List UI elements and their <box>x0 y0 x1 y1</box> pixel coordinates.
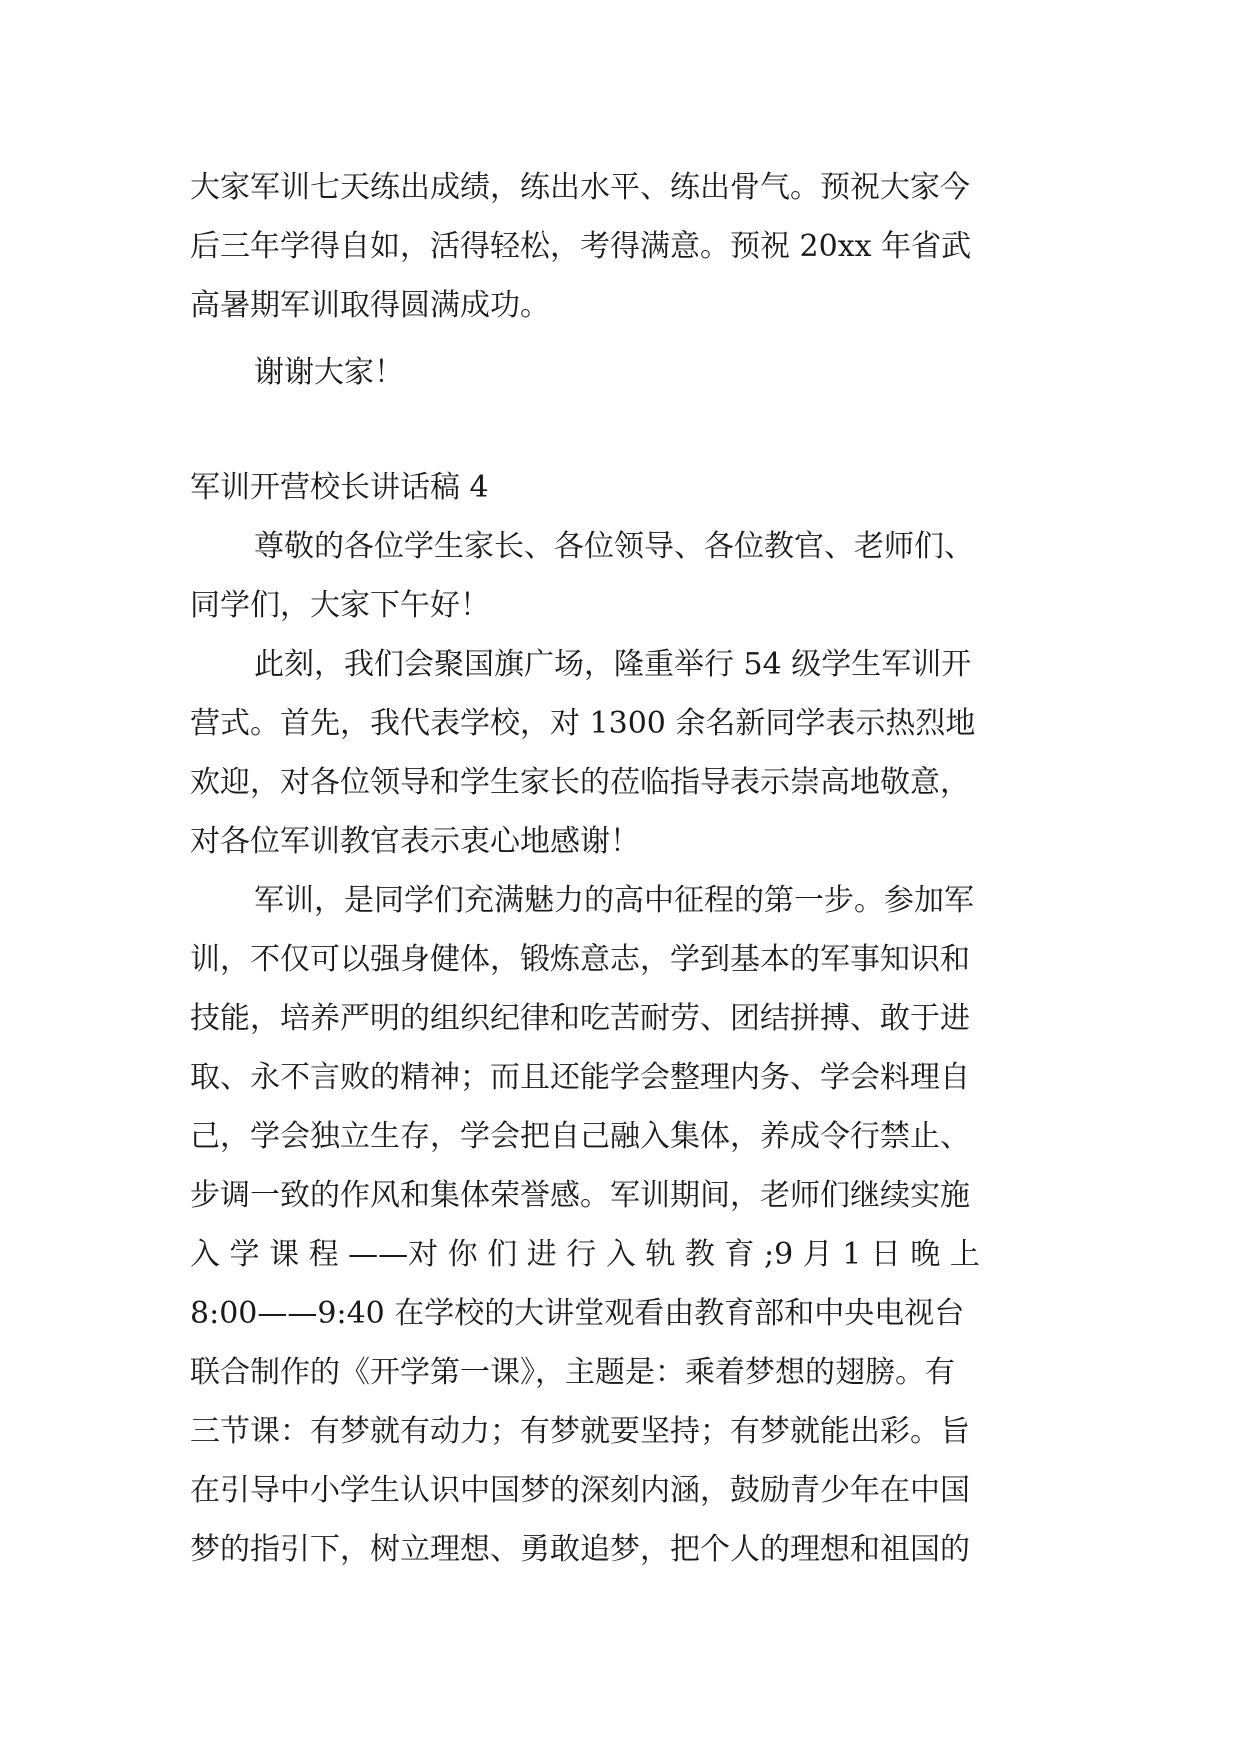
paragraph-line: 在引导中小学生认识中国梦的深刻内涵，鼓励青少年在中国 <box>190 1473 970 1508</box>
paragraph-line: 联合制作的《开学第一课》，主题是：乘着梦想的翅膀。有 <box>190 1355 955 1390</box>
paragraph-line: 步调一致的作风和集体荣誉感。军训期间，老师们继续实施 <box>190 1178 970 1213</box>
paragraph-line: 三节课：有梦就有动力；有梦就要坚持；有梦就能出彩。旨 <box>190 1414 970 1449</box>
paragraph-line: 训，不仅可以强身健体，锻炼意志，学到基本的军事知识和 <box>190 942 970 977</box>
document-body <box>190 158 1055 1579</box>
closing-line: 谢谢大家！ <box>254 355 404 390</box>
paragraph-line: 营式。首先，我代表学校，对 1300 余名新同学表示热烈地 <box>190 706 976 741</box>
paragraph-line: 己，学会独立生存，学会把自己融入集体，养成令行禁止、 <box>190 1119 970 1154</box>
paragraph-line: 入 学 课 程 ——对 你 们 进 行 入 轨 教 育 ;9 月 1 日 晚 上 <box>190 1237 980 1272</box>
paragraph-line: 此刻，我们会聚国旗广场，隆重举行 54 级学生军训开 <box>254 647 972 682</box>
paragraph-line: 对各位军训教官表示衷心地感谢！ <box>190 824 640 859</box>
text-line: 后三年学得自如，活得轻松，考得满意。预祝 20xx 年省武 <box>190 229 972 264</box>
text-line: 高暑期军训取得圆满成功。 <box>190 288 550 323</box>
text-line: 大家军训七天练出成绩，练出水平、练出骨气。预祝大家今 <box>190 170 970 205</box>
paragraph-line: 军训，是同学们充满魅力的高中征程的第一步。参加军 <box>254 883 974 918</box>
paragraph-line: 梦的指引下，树立理想、勇敢追梦，把个人的理想和祖国的 <box>190 1532 970 1567</box>
paragraph-line: 欢迎，对各位领导和学生家长的莅临指导表示崇高地敬意， <box>190 765 970 800</box>
paragraph-line: 取、永不言败的精神；而且还能学会整理内务、学会料理自 <box>190 1060 970 1095</box>
salutation-line: 尊敬的各位学生家长、各位领导、各位教官、老师们、 <box>254 529 974 564</box>
paragraph-line: 技能，培养严明的组织纪律和吃苦耐劳、团结拼搏、敢于进 <box>190 1001 970 1036</box>
salutation-line: 同学们，大家下午好！ <box>190 588 490 623</box>
paragraph-line: 8:00——9:40 在学校的大讲堂观看由教育部和中央电视台 <box>190 1296 965 1331</box>
section-title: 军训开营校长讲话稿 4 <box>190 470 489 505</box>
